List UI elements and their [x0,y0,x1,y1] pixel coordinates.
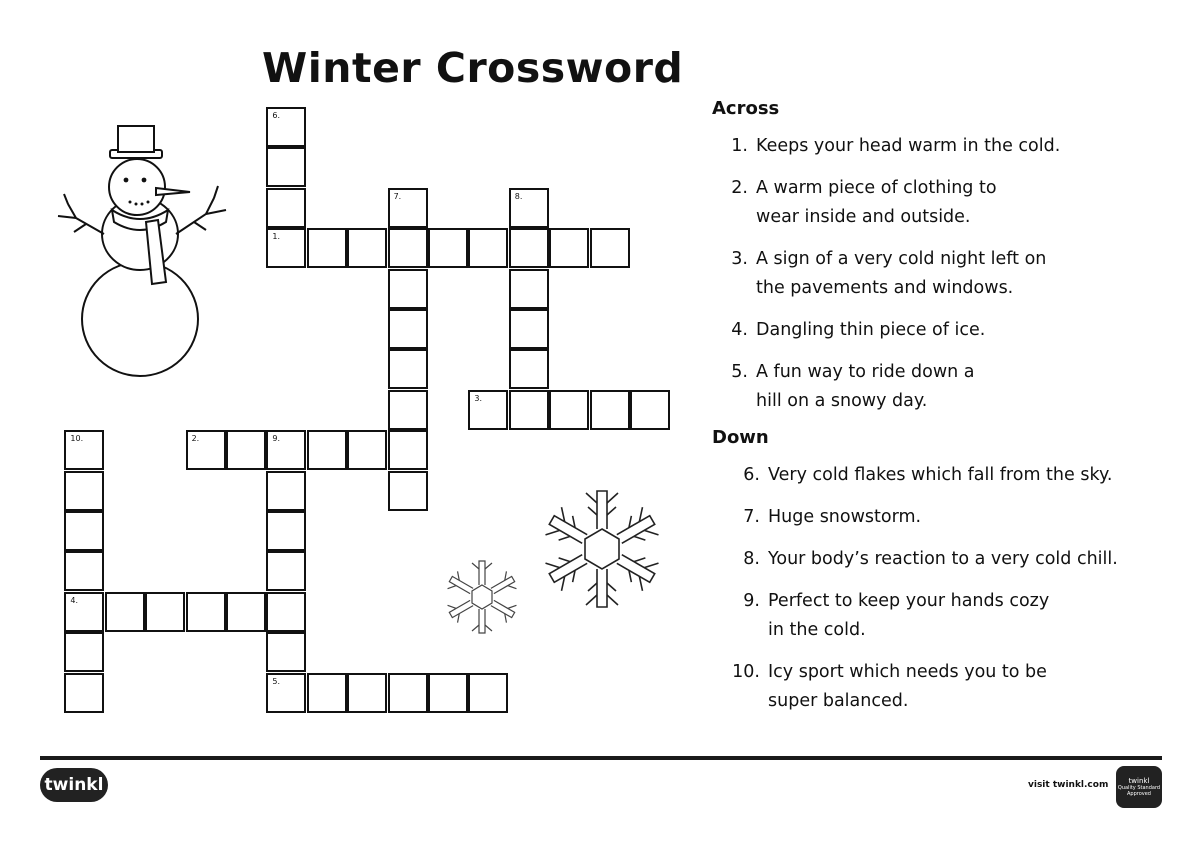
crossword-cell[interactable] [388,673,428,713]
crossword-cell[interactable] [266,632,306,672]
clue-item [712,545,1182,574]
visit-link[interactable]: visit twinkl.com [1028,780,1109,790]
crossword-cell[interactable] [64,471,104,511]
clue-item [712,132,1182,161]
crossword-cell[interactable] [468,228,508,268]
snowflake-small-icon [444,556,520,638]
crossword-cell[interactable] [64,632,104,672]
crossword-cell[interactable] [468,390,508,430]
clue-number: 6. [743,465,760,485]
crossword-cell[interactable] [307,228,347,268]
crossword-cell[interactable] [64,551,104,591]
clue-number: 4. [731,320,748,340]
clue-number: 9. [743,591,760,611]
crossword-cell[interactable] [509,390,549,430]
clue-text: Your body’s reaction to a very cold chill. [768,549,1118,569]
clue-text: A warm piece of clothing to wear inside and outside. [756,178,997,227]
crossword-cell[interactable] [630,390,670,430]
clue-item [712,316,1182,345]
cell-number: 5. [272,676,281,686]
logo-text: twinkl [44,775,104,795]
crossword-cell[interactable] [428,228,468,268]
crossword-cell[interactable] [307,430,347,470]
badge-text-1: twinkl [1128,777,1150,785]
snowflake-large-icon [538,482,666,616]
crossword-cell[interactable] [509,309,549,349]
clue-text: Perfect to keep your hands cozy in the cold. [768,591,1050,640]
clue-number: 1. [731,136,748,156]
cell-number: 6. [272,111,281,120]
crossword-cell[interactable] [307,673,347,713]
crossword-cell[interactable] [266,430,306,470]
crossword-cell[interactable] [549,228,589,268]
cell-number: 1. [272,232,281,242]
crossword-cell[interactable] [186,592,226,632]
crossword-cell[interactable] [266,551,306,591]
crossword-cell[interactable] [105,592,145,632]
down-heading: Down [712,427,769,448]
crossword-cell[interactable] [388,309,428,349]
clue-item [712,658,1182,716]
clue-text: Very cold flakes which fall from the sky. [768,465,1113,485]
cell-number: 10. [70,434,84,444]
crossword-cell[interactable] [64,592,104,632]
crossword-cell[interactable] [388,430,428,470]
crossword-cell[interactable] [347,673,387,713]
crossword-cell[interactable] [226,592,266,632]
crossword-cell[interactable] [266,147,306,187]
clue-text: Huge snowstorm. [768,507,922,527]
clue-text: Dangling thin piece of ice. [756,320,986,340]
crossword-cell[interactable] [145,592,185,632]
crossword-cell[interactable] [64,430,104,470]
crossword-cell[interactable] [509,269,549,309]
cell-number: 7. [393,191,402,201]
crossword-cell[interactable] [266,107,306,147]
crossword-cell[interactable] [428,673,468,713]
clue-text: A sign of a very cold night left on the pavements and windows. [756,249,1047,298]
crossword-cell[interactable] [266,511,306,551]
crossword-cell[interactable] [388,390,428,430]
crossword-cell[interactable] [590,228,630,268]
badge-text-3: Approved [1127,791,1151,797]
crossword-cell[interactable] [347,228,387,268]
clue-number: 3. [731,249,748,269]
clue-item [712,245,1182,303]
crossword-cell[interactable] [266,673,306,713]
cell-number: 8. [514,191,523,201]
crossword-cell[interactable] [266,471,306,511]
crossword-cell[interactable] [226,430,266,470]
cell-number: 9. [272,434,281,444]
cell-number: 3. [474,393,483,403]
clue-item [712,461,1182,490]
crossword-cell[interactable] [186,430,226,470]
clue-number: 2. [731,178,748,198]
clue-item [712,587,1182,645]
clues-panel [712,98,1182,729]
crossword-cell[interactable] [468,673,508,713]
quality-badge-icon [1116,766,1162,808]
across-clue-list [712,132,1182,416]
crossword-cell[interactable] [266,592,306,632]
cell-number: 2. [191,434,200,444]
clue-number: 10. [732,662,760,682]
across-heading: Across [712,98,780,119]
crossword-cell[interactable] [509,228,549,268]
clue-number: 5. [731,362,748,382]
footer-divider [40,756,1162,760]
crossword-cell[interactable] [388,471,428,511]
crossword-cell[interactable] [388,228,428,268]
crossword-cell[interactable] [266,188,306,228]
crossword-cell[interactable] [64,673,104,713]
cell-number: 4. [70,595,79,605]
badge-text-2: Quality Standard [1117,785,1161,791]
crossword-cell[interactable] [266,228,306,268]
clue-item [712,174,1182,232]
clue-number: 7. [743,507,760,527]
crossword-cell[interactable] [388,349,428,389]
clue-text: Icy sport which needs you to be super balanced. [768,662,1047,711]
crossword-cell[interactable] [509,349,549,389]
twinkl-logo[interactable] [40,768,108,802]
crossword-cell[interactable] [64,511,104,551]
crossword-cell[interactable] [549,390,589,430]
clue-text: A fun way to ride down a hill on a snowy day. [756,362,975,411]
clue-item [712,358,1182,416]
crossword-cell[interactable] [388,269,428,309]
clue-text: Keeps your head warm in the cold. [756,136,1061,156]
clue-number: 8. [743,549,760,569]
clue-item [712,503,1182,532]
crossword-cell[interactable] [509,188,549,228]
crossword-cell[interactable] [590,390,630,430]
crossword-cell[interactable] [388,188,428,228]
page-title: Winter Crossword [262,44,684,92]
crossword-cell[interactable] [347,430,387,470]
down-clue-list [712,461,1182,716]
